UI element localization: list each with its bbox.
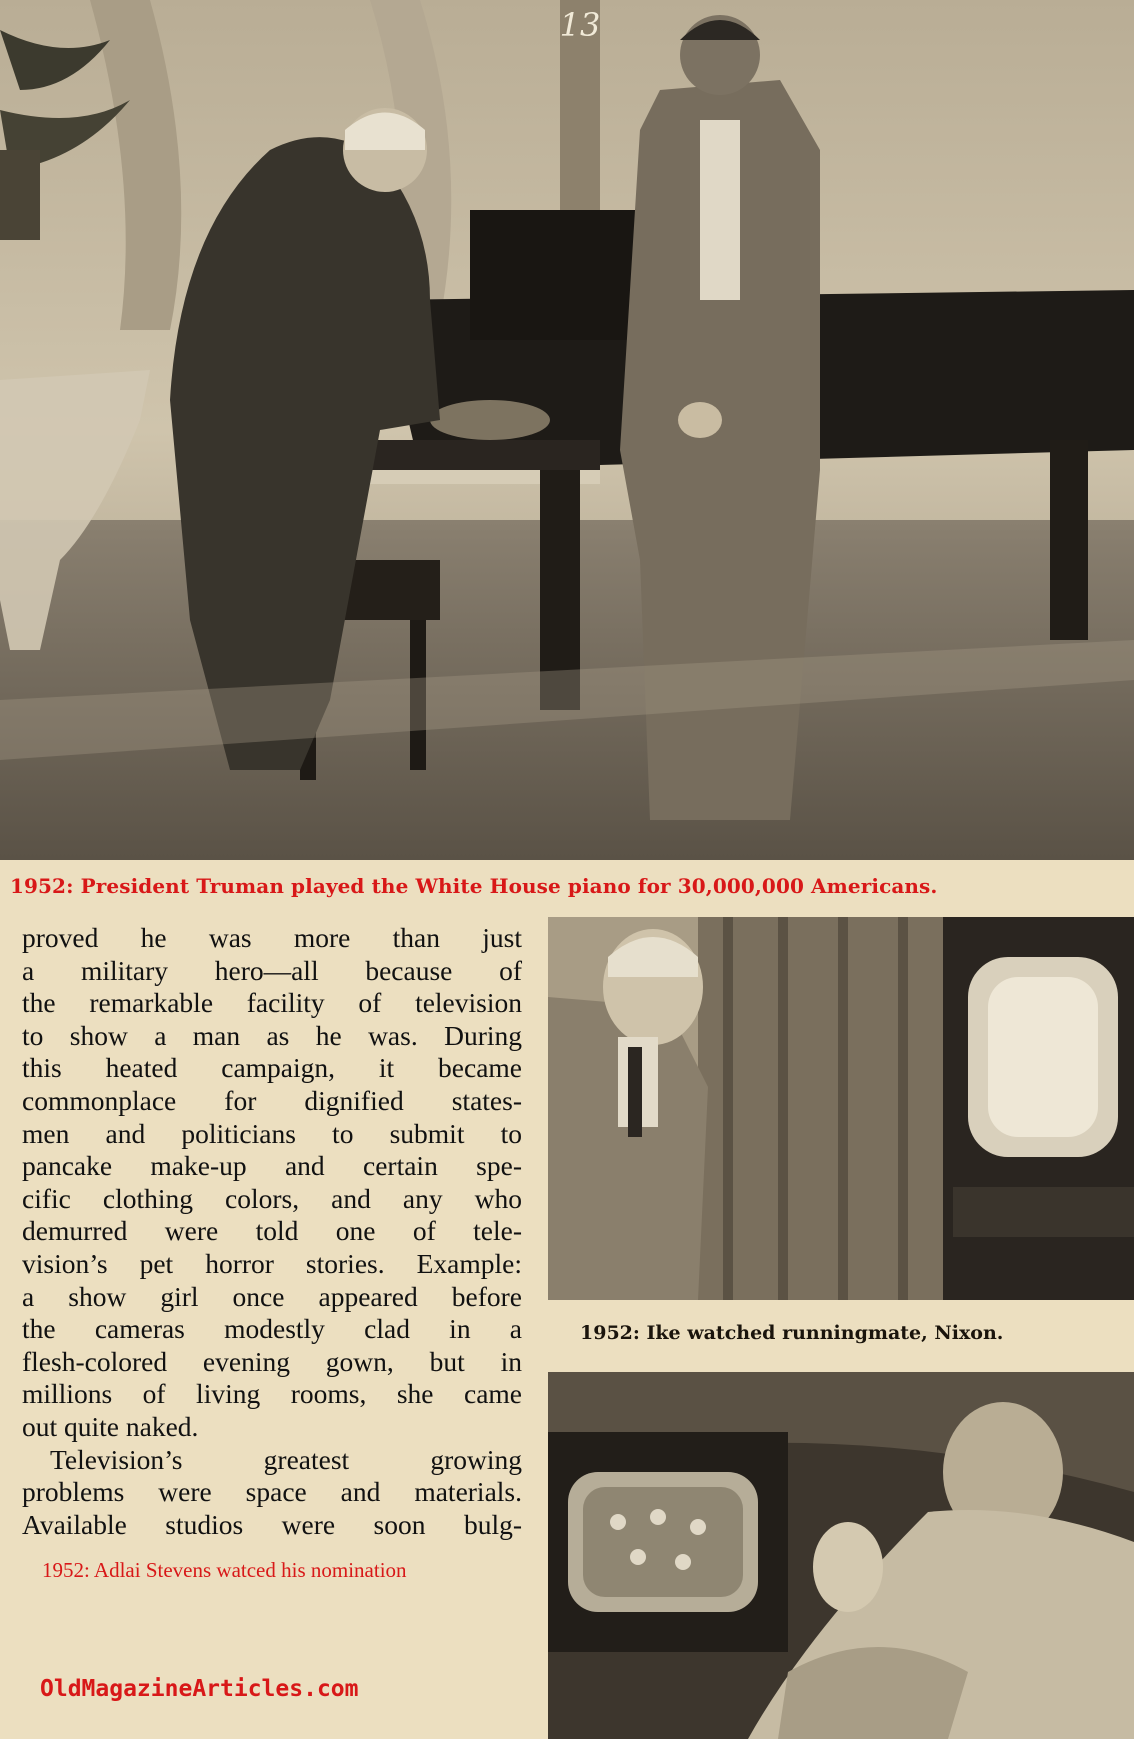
watermark-logo: OldMagazineArticles.com (40, 1676, 359, 1702)
article-line: commonplace for dignified states- (22, 1084, 522, 1116)
article-line: men and politicians to submit to (22, 1117, 522, 1149)
article-body (22, 922, 522, 1541)
ike-caption: 1952: Ike watched runningmate, Nixon. (580, 1322, 1004, 1344)
article-line: a military hero—all because of (22, 954, 522, 986)
article-line: Available studios were soon bulg- (22, 1508, 522, 1540)
page-number: 13 (559, 6, 601, 44)
article-line: flesh-colored evening gown, but in (22, 1345, 522, 1377)
article-line: this heated campaign, it became (22, 1052, 522, 1084)
article-line: proved he was more than just (22, 922, 522, 953)
adlai-caption: 1952: Adlai Stevens watced his nomination (42, 1558, 407, 1582)
article-line: problems were space and materials. (22, 1476, 522, 1508)
truman-caption: 1952: President Truman played the White House piano for 30,000,000 Americans. (10, 874, 938, 898)
article-line: Television’s greatest growing (50, 1443, 522, 1475)
article-line: the remarkable facility of television (22, 987, 522, 1019)
ike-television-photo (548, 917, 1134, 1300)
adlai-television-photo (548, 1372, 1134, 1739)
article-line: to show a man as he was. During (22, 1019, 522, 1051)
article-line: cific clothing colors, and any who (22, 1182, 522, 1214)
article-line: demurred were told one of tele- (22, 1215, 522, 1247)
article-line: vision’s pet horror stories. Example: (22, 1247, 522, 1279)
article-line: a show girl once appeared before (22, 1280, 522, 1312)
article-line: pancake make-up and certain spe- (22, 1150, 522, 1182)
truman-piano-photo (0, 0, 1134, 860)
article-line: the cameras modestly clad in a (22, 1313, 522, 1345)
article-line: out quite naked. (22, 1410, 199, 1442)
article-line: millions of living rooms, she came (22, 1378, 522, 1410)
